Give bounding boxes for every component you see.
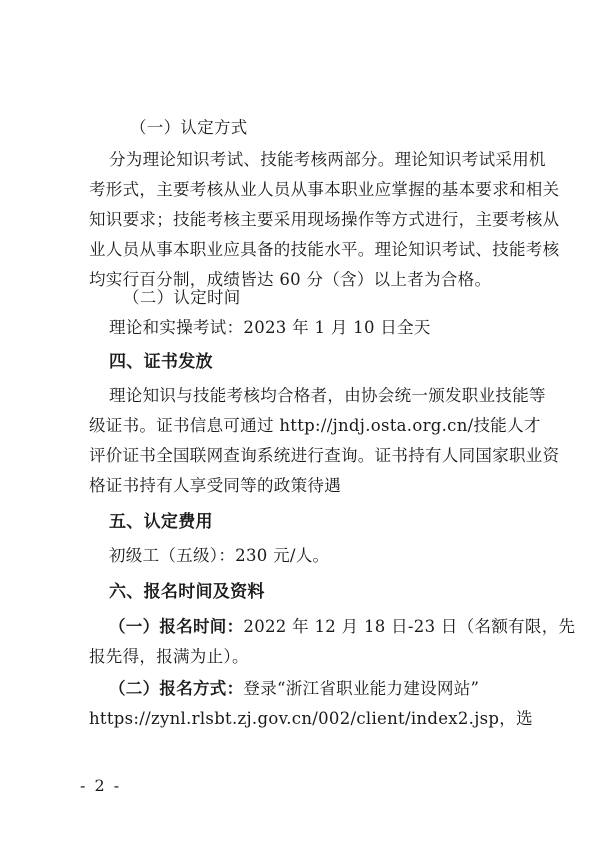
registration-url-line: https://zynl.rlsbt.zj.gov.cn/002/client/index2.jsp，选 xyxy=(89,709,533,728)
paragraph-line: 业人员从事本职业应具备的技能水平。理论知识考试、技能考核 xyxy=(89,240,560,259)
paragraph-line: 级证书。证书信息可通过 http://jndj.osta.org.cn/技能人才 xyxy=(89,416,541,435)
paragraph-line: 考形式，主要考核从业人员从事本职业应掌握的基本要求和相关 xyxy=(89,180,560,199)
page-number: - 2 - xyxy=(80,776,122,795)
registration-time-line xyxy=(109,617,575,637)
registration-method-text: 登录“浙江省职业能力建设网站” xyxy=(243,679,480,698)
subsection-title-method: （一）认定方式 xyxy=(130,118,248,137)
paragraph-line: 均实行百分制，成绩皆达 60 分（含）以上者为合格。 xyxy=(89,270,492,289)
subsection-title-time: （二）认定时间 xyxy=(123,288,241,307)
registration-time-label: （一）报名时间： xyxy=(109,617,244,636)
paragraph-line: 评价证书全国联网查询系统进行查询。证书持有人同国家职业资 xyxy=(89,446,560,465)
paragraph-line: 知识要求；技能考核主要采用现场操作等方式进行，主要考核从 xyxy=(89,210,560,229)
paragraph-line: 格证书持有人享受同等的政策待遇 xyxy=(89,476,341,495)
paragraph-line: 分为理论知识考试、技能考核两部分。理论知识考试采用机 xyxy=(109,150,546,169)
section-title-fee: 五、认定费用 xyxy=(109,512,213,532)
section-title-certificate: 四、证书发放 xyxy=(109,352,213,372)
fee-text: 初级工（五级）：230 元/人。 xyxy=(109,546,330,565)
registration-method-label: （二）报名方式： xyxy=(109,679,244,698)
registration-time-text: 2022 年 12 月 18 日-23 日（名额有限，先 xyxy=(243,617,576,636)
section-title-registration: 六、报名时间及资料 xyxy=(109,582,265,602)
registration-method-line xyxy=(109,679,479,699)
paragraph-line: 报先得，报满为止）。 xyxy=(89,647,249,666)
paragraph-line: 理论知识与技能考核均合格者，由协会统一颁发职业技能等 xyxy=(109,386,546,405)
exam-time-text: 理论和实操考试：2023 年 1 月 10 日全天 xyxy=(109,318,431,337)
